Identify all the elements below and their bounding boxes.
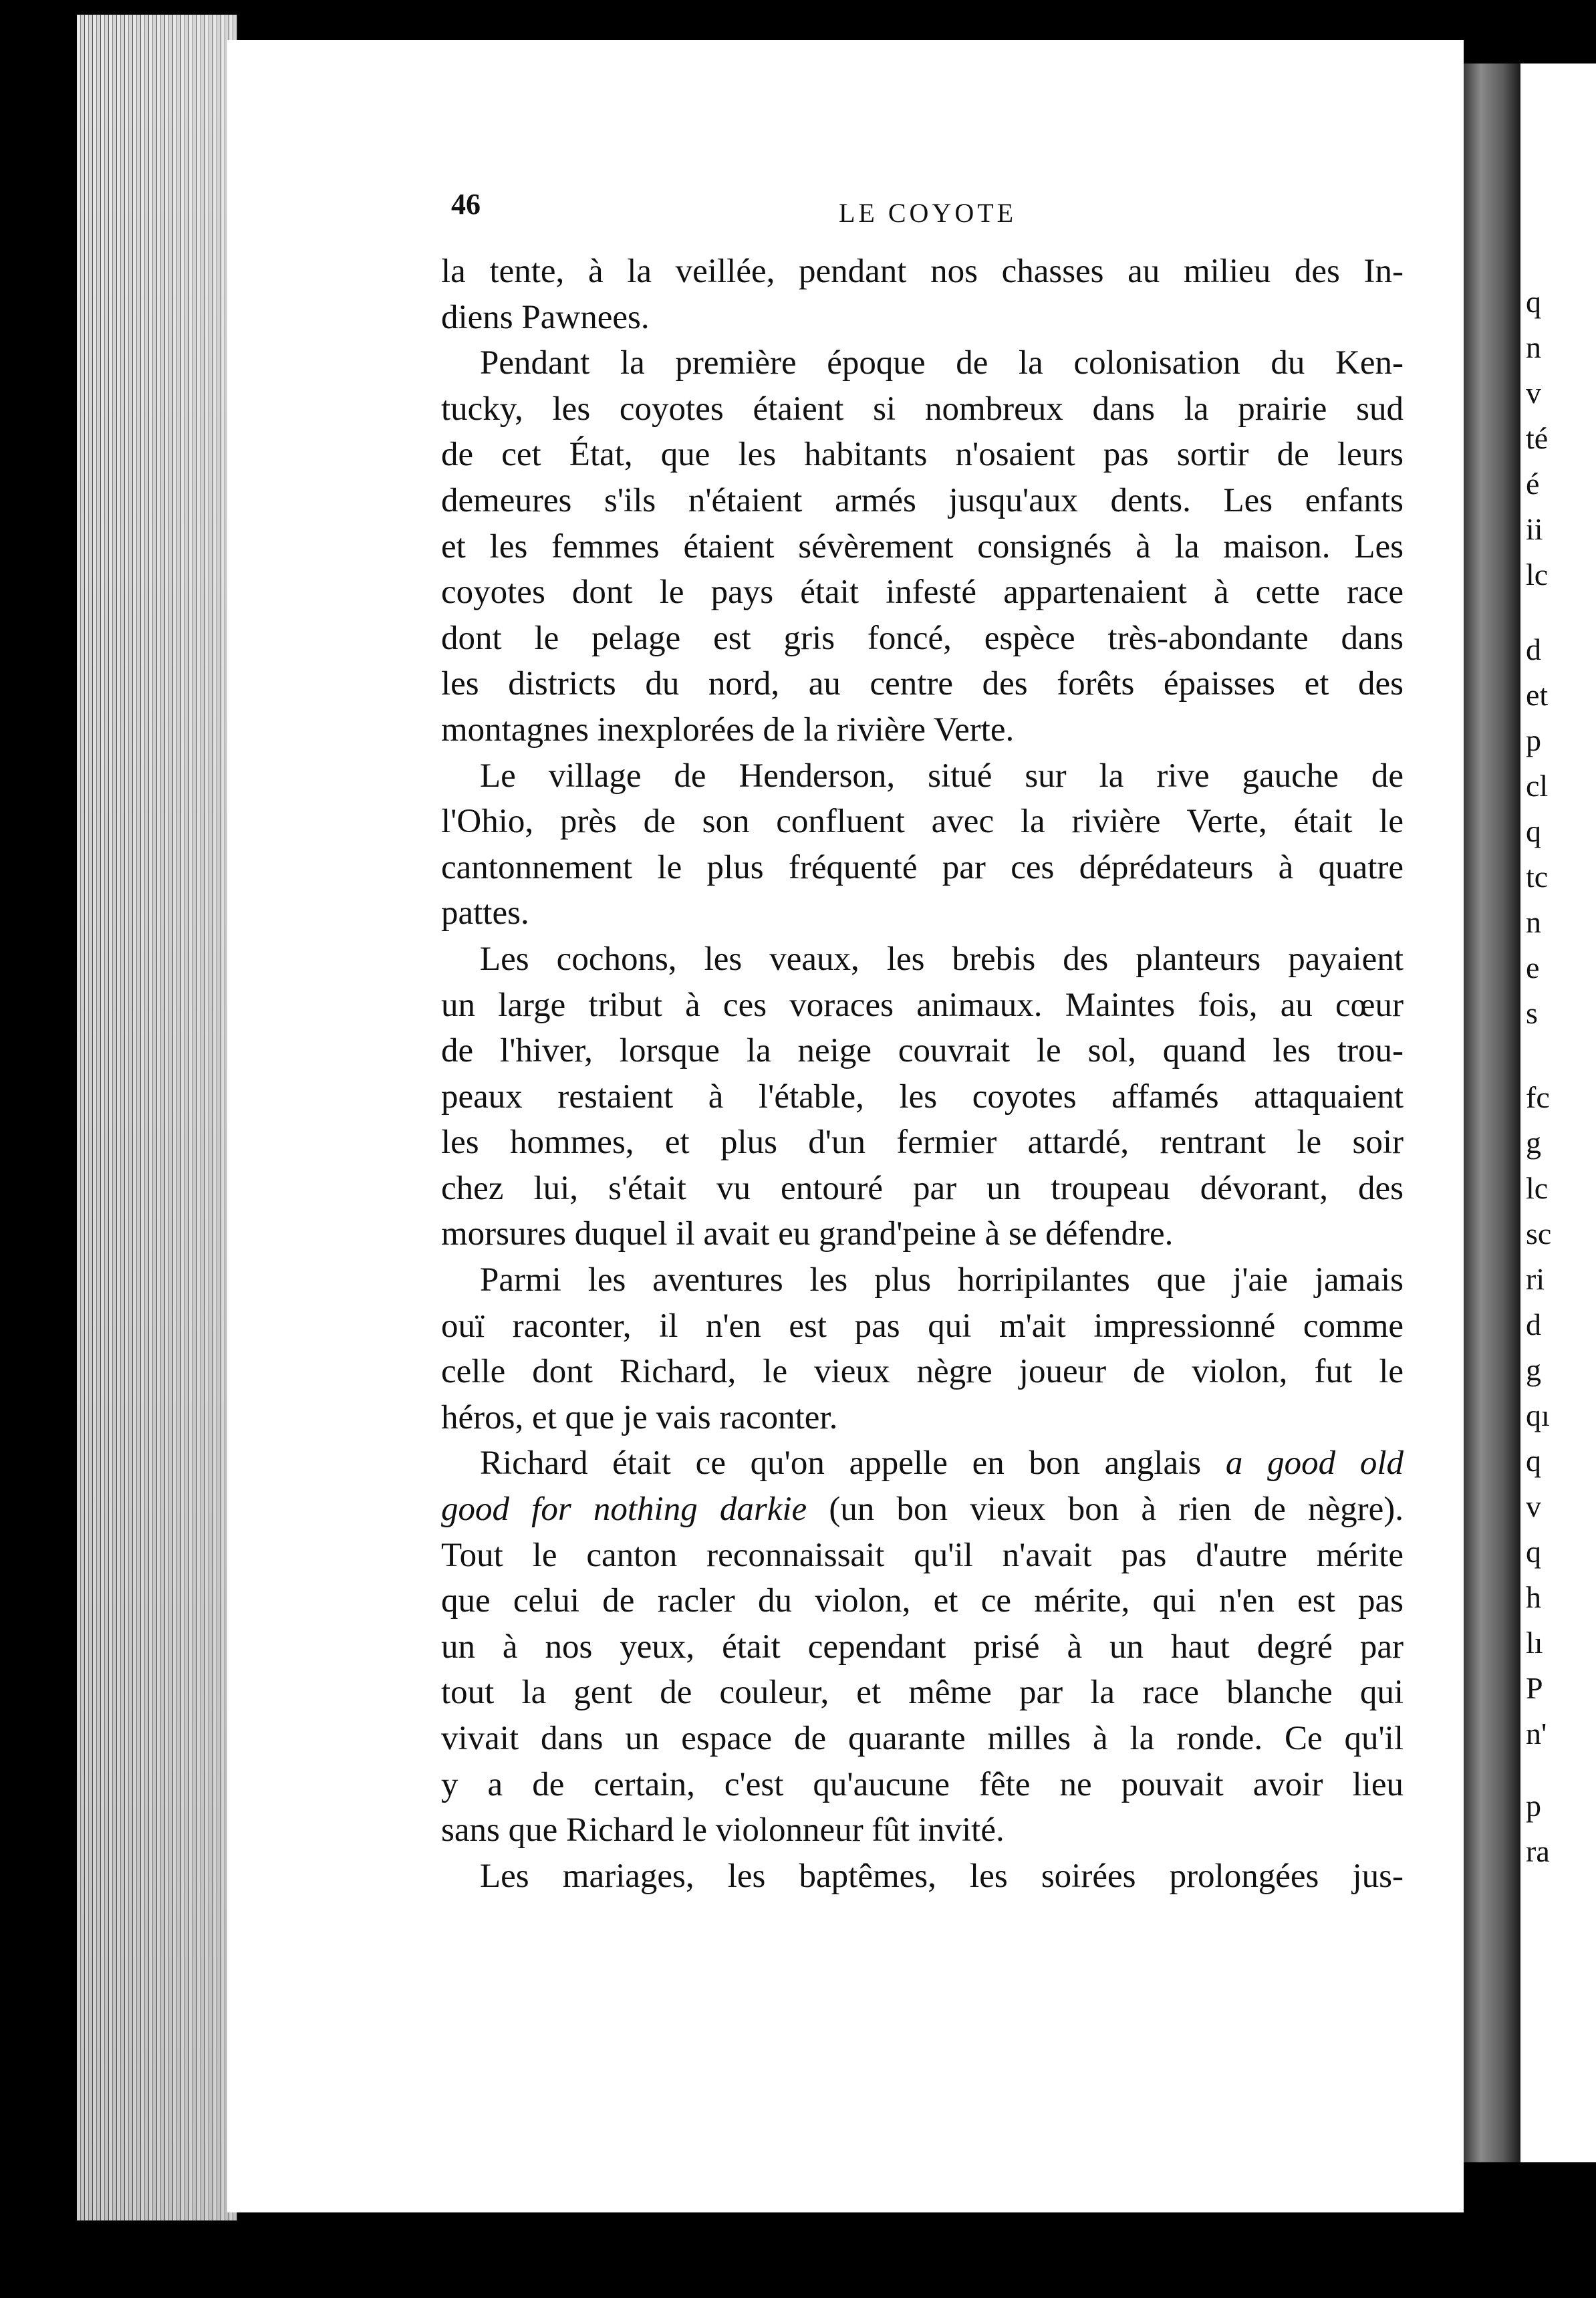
text-line: dont le pelage est gris foncé, espèce très-abondante dans: [441, 619, 1404, 657]
next-page-text: v: [1526, 376, 1541, 410]
gutter-shadow: [1464, 63, 1520, 2162]
next-page-text: g: [1526, 1126, 1541, 1160]
text-line: Les cochons, les veaux, les brebis des planteurs payaient: [480, 940, 1404, 978]
next-page-fragment: [1520, 63, 1596, 2162]
next-page-text: p: [1526, 723, 1541, 757]
next-page-text: lı: [1526, 1626, 1543, 1660]
next-page-text: n': [1526, 1716, 1547, 1751]
text-line: les districts du nord, au centre des forêts épaisses et des: [441, 665, 1404, 703]
text-line: de l'hiver, lorsque la neige couvrait le sol, quand les trou-: [441, 1032, 1404, 1070]
text-line: que celui de racler du violon, et ce mérite, qui n'en est pas: [441, 1582, 1404, 1620]
text-line: ouï raconter, il n'en est pas qui m'ait impressionné comme: [441, 1307, 1404, 1345]
page-edges-stack: [77, 15, 237, 2220]
next-page-text: n: [1526, 330, 1541, 364]
italic-phrase: good for nothing darkie: [441, 1491, 807, 1529]
next-page-text: tc: [1526, 860, 1549, 894]
text-run: Richard était ce qu'on appelle en bon anglais: [480, 1444, 1202, 1483]
next-page-text: ra: [1526, 1834, 1550, 1868]
text-line: demeures s'ils n'étaient armés jusqu'aux dents. Les enfants: [441, 481, 1404, 519]
text-line: Le village de Henderson, situé sur la rive gauche de: [480, 757, 1404, 795]
next-page-text: v: [1526, 1489, 1541, 1523]
next-page-text: q: [1526, 285, 1541, 319]
text-line: tout la gent de couleur, et même par la race blanche qui: [441, 1674, 1404, 1712]
text-line: coyotes dont le pays était infesté appartenaient à cette race: [441, 573, 1404, 612]
next-page-text: cl: [1526, 769, 1549, 803]
page-number: 46: [451, 188, 481, 221]
next-page-text: é: [1526, 467, 1540, 501]
text-line: sans que Richard le violonneur fût invité.: [441, 1811, 1005, 1849]
next-page-text: p: [1526, 1789, 1541, 1823]
text-line: vivait dans un espace de quarante milles à la ronde. Ce qu'il: [441, 1720, 1404, 1757]
text-line: celle dont Richard, le vieux nègre joueur de violon, fut le: [441, 1353, 1404, 1391]
text-line: montagnes inexplorées de la rivière Verte.: [441, 711, 1015, 749]
text-line: y a de certain, c'est qu'aucune fête ne pouvait avoir lieu: [441, 1765, 1404, 1803]
text-line: morsures duquel il avait eu grand'peine à se défendre.: [441, 1215, 1174, 1253]
text-line: et les femmes étaient sévèrement consignés à la maison. Les: [441, 527, 1404, 565]
next-page-text: d: [1526, 1307, 1541, 1342]
text-line: un à nos yeux, était cependant prisé à un haut degré par: [441, 1628, 1404, 1666]
text-line: Tout le canton reconnaissait qu'il n'avait pas d'autre mérite: [441, 1536, 1404, 1574]
next-page-text: ii: [1526, 512, 1543, 546]
text-line: Les mariages, les baptêmes, les soirées prolongées jus-: [480, 1857, 1404, 1895]
next-page-text: n: [1526, 905, 1541, 939]
next-page-text: sc: [1526, 1217, 1552, 1251]
text-line: Parmi les aventures les plus horripilantes que j'aie jamais: [480, 1261, 1404, 1299]
running-title: LE COYOTE: [839, 198, 1017, 228]
next-page-text: P: [1526, 1671, 1543, 1705]
next-page-text: té: [1526, 421, 1549, 455]
text-line: chez lui, s'était vu entouré par un troupeau dévorant, des: [441, 1169, 1404, 1207]
text-line: de cet État, que les habitants n'osaient pas sortir de leurs: [441, 436, 1404, 474]
next-page-text: lc: [1526, 557, 1549, 592]
text-run: (un bon vieux bon à rien de nègre).: [829, 1491, 1404, 1529]
text-line: l'Ohio, près de son confluent avec la rivière Verte, était le: [441, 803, 1404, 841]
next-page-text: ri: [1526, 1262, 1545, 1296]
next-page-text: s: [1526, 996, 1538, 1030]
next-page-text: h: [1526, 1580, 1541, 1614]
next-page-text: e: [1526, 950, 1540, 985]
next-page-text: fc: [1526, 1080, 1550, 1114]
next-page-text: qı: [1526, 1398, 1550, 1432]
next-page-text: q: [1526, 1535, 1541, 1569]
body-text: [441, 249, 1404, 1899]
text-line: cantonnement le plus fréquenté par ces déprédateurs à quatre: [441, 848, 1404, 886]
text-line: pattes.: [441, 894, 529, 932]
next-page-text: d: [1526, 632, 1541, 666]
text-line: la tente, à la veillée, pendant nos chasses au milieu des In-: [441, 253, 1404, 290]
next-page-text: q: [1526, 814, 1541, 848]
text-line: les hommes, et plus d'un fermier attardé, rentrant le soir: [441, 1124, 1404, 1162]
text-line: tucky, les coyotes étaient si nombreux dans la prairie sud: [441, 390, 1404, 428]
next-page-text: q: [1526, 1444, 1541, 1478]
italic-phrase: a good old: [1225, 1444, 1404, 1483]
next-page-text: g: [1526, 1353, 1541, 1387]
text-line: héros, et que je vais raconter.: [441, 1398, 838, 1436]
text-line: [441, 1440, 1404, 1487]
next-page-text: lc: [1526, 1171, 1549, 1205]
text-line: peaux restaient à l'étable, les coyotes affamés attaquaient: [441, 1077, 1404, 1116]
next-page-text: et: [1526, 678, 1549, 712]
text-line: un large tribut à ces voraces animaux. Maintes fois, au cœur: [441, 986, 1404, 1024]
text-line: diens Pawnees.: [441, 298, 650, 336]
text-line: Pendant la première époque de la colonisation du Ken-: [480, 344, 1404, 382]
text-line: [441, 1487, 1404, 1533]
